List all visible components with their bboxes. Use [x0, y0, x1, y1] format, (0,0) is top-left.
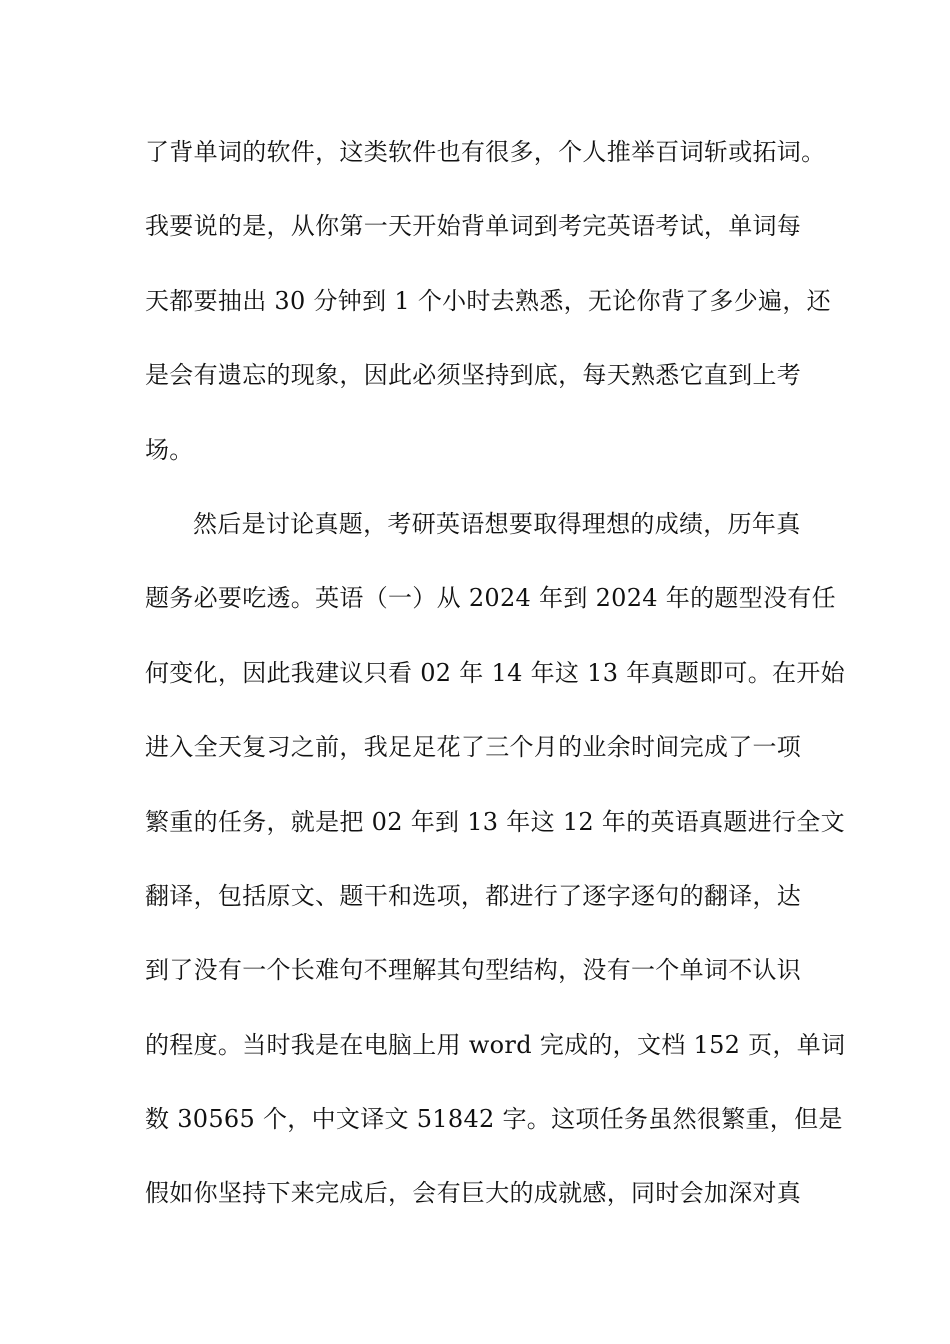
text-line: 了背单词的软件，这类软件也有很多，个人推举百词斩或拓词。 — [145, 138, 826, 166]
text-line: 何变化，因此我建议只看 02 年 14 年这 13 年真题即可。在开始 — [145, 658, 845, 687]
text-line: 题务必要吃透。英语（一）从 2024 年到 2024 年的题型没有任 — [145, 584, 836, 613]
text-line: 然后是讨论真题，考研英语想要取得理想的成绩，历年真 — [193, 509, 801, 538]
text-line: 到了没有一个长难句不理解其句型结构，没有一个单词不认识 — [145, 956, 802, 985]
text-line: 进入全天复习之前，我足足花了三个月的业余时间完成了一项 — [145, 733, 802, 762]
text-line: 我要说的是，从你第一天开始背单词到考完英语考试，单词每 — [145, 212, 802, 241]
text-line: 是会有遗忘的现象，因此必须坚持到底，每天熟悉它直到上考 — [145, 361, 802, 390]
text-line: 翻译，包括原文、题干和选项，都进行了逐字逐句的翻译，达 — [145, 881, 802, 910]
body-text — [145, 128, 846, 1244]
text-line: 繁重的任务，就是把 02 年到 13 年这 12 年的英语真题进行全文 — [145, 807, 845, 836]
text-line: 天都要抽出 30 分钟到 1 个小时去熟悉，无论你背了多少遍，还 — [145, 286, 831, 315]
text-line: 场。 — [145, 435, 194, 464]
text-line: 假如你坚持下来完成后，会有巨大的成就感，同时会加深对真 — [145, 1179, 802, 1208]
text-line: 数 30565 个，中文译文 51842 字。这项任务虽然很繁重，但是 — [145, 1105, 843, 1134]
paragraph-1 — [145, 128, 831, 500]
text-line: 的程度。当时我是在电脑上用 word 完成的，文档 152 页，单词 — [145, 1030, 846, 1059]
paragraph-2 — [145, 500, 846, 1244]
